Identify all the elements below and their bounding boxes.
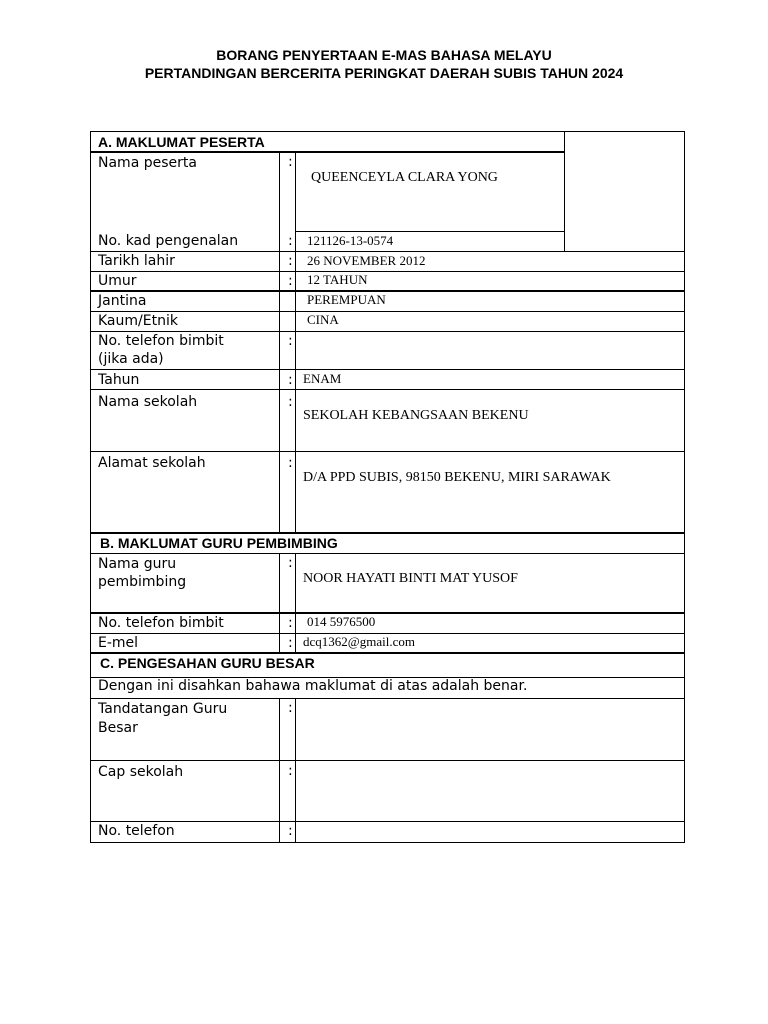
colon: : <box>288 635 293 651</box>
value-nama-peserta: QUEENCEYLA CLARA YONG <box>311 170 498 185</box>
colon: : <box>288 333 293 349</box>
value-tahun: ENAM <box>303 371 342 386</box>
verification-statement: Dengan ini disahkan bahawa maklumat di atas adalah benar. <box>98 678 528 694</box>
form-title-line-1: BORANG PENYERTAAN E-MAS BAHASA MELAYU <box>216 47 552 63</box>
label-no-telefon-bimbit-guru: No. telefon bimbit <box>98 615 224 631</box>
section-b-heading: B. MAKLUMAT GURU PEMBIMBING <box>100 535 338 551</box>
colon: : <box>288 763 293 779</box>
value-jantina: PEREMPUAN <box>307 292 386 307</box>
label-nama-guru: Nama guru <box>98 556 177 572</box>
colon: : <box>288 372 293 388</box>
label-kaum-etnik: Kaum/Etnik <box>98 313 178 329</box>
colon: : <box>288 253 293 269</box>
colon: : <box>288 615 293 631</box>
label-tandatangan: Tandatangan Guru <box>98 701 228 717</box>
section-c-heading: C. PENGESAHAN GURU BESAR <box>100 655 315 671</box>
colon: : <box>288 233 293 249</box>
value-no-kad-pengenalan: 121126-13-0574 <box>307 233 394 248</box>
form-title-line-2: PERTANDINGAN BERCERITA PERINGKAT DAERAH SUBIS TAHUN 2024 <box>144 65 624 81</box>
label-no-telefon-sekolah: No. telefon <box>98 823 175 839</box>
value-alamat-sekolah: D/A PPD SUBIS, 98150 BEKENU, MIRI SARAWAK <box>303 470 611 485</box>
label-tahun: Tahun <box>98 372 140 388</box>
value-e-mel: dcq1362@gmail.com <box>303 634 415 649</box>
colon: : <box>288 700 293 716</box>
label-besar: Besar <box>98 720 138 736</box>
label-jantina: Jantina <box>98 293 147 309</box>
colon: : <box>288 455 293 471</box>
section-a-heading: A. MAKLUMAT PESERTA <box>98 134 265 150</box>
value-nama-guru-pembimbing: NOOR HAYATI BINTI MAT YUSOF <box>303 571 518 586</box>
label-jika-ada: (jika ada) <box>98 351 164 367</box>
colon: : <box>288 154 293 170</box>
label-no-kad-pengenalan: No. kad pengenalan <box>98 233 239 249</box>
value-nama-sekolah: SEKOLAH KEBANGSAAN BEKENU <box>303 408 529 423</box>
value-tarikh-lahir: 26 NOVEMBER 2012 <box>307 253 426 268</box>
label-umur: Umur <box>98 273 137 289</box>
colon: : <box>288 823 293 839</box>
label-tarikh-lahir: Tarikh lahir <box>98 253 175 269</box>
label-e-mel: E-mel <box>98 635 139 651</box>
label-no-telefon-bimbit-peserta: No. telefon bimbit <box>98 333 224 349</box>
colon: : <box>288 273 293 289</box>
label-pembimbing: pembimbing <box>98 574 187 590</box>
value-kaum-etnik: CINA <box>307 312 339 327</box>
value-no-telefon-bimbit-guru: 014 5976500 <box>307 614 376 629</box>
label-alamat-sekolah: Alamat sekolah <box>98 455 206 471</box>
colon: : <box>288 555 293 571</box>
label-nama-sekolah: Nama sekolah <box>98 394 198 410</box>
colon: : <box>288 394 293 410</box>
label-nama-peserta: Nama peserta <box>98 155 197 171</box>
value-umur: 12 TAHUN <box>307 272 368 287</box>
label-cap-sekolah: Cap sekolah <box>98 764 184 780</box>
